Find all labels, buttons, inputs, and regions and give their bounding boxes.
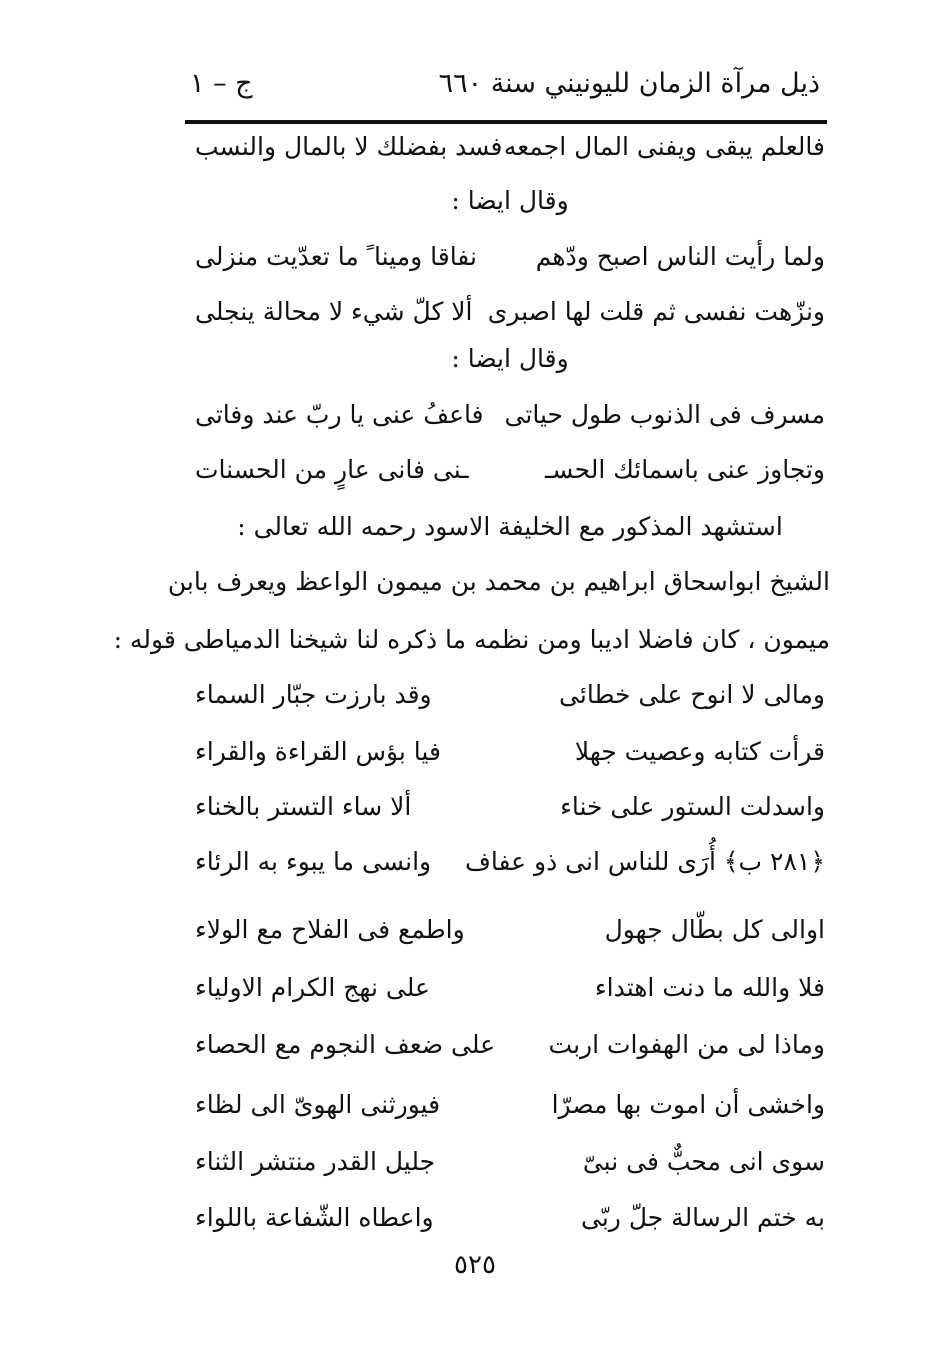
verse-second-hemistich: فيا بؤس القراءة والقراء <box>195 737 441 766</box>
verse-line <box>195 455 825 499</box>
verse-first-hemistich: به ختم الرسالة جلّ ربّى <box>581 1203 825 1232</box>
verse-line <box>195 792 825 836</box>
centered-heading-line: وقال ايضا : <box>451 186 569 215</box>
page-number: ٥٢٥ <box>454 1250 496 1280</box>
centered-heading-line: استشهد المذكور مع الخليفة الاسود رحمه الله تعالى : <box>237 512 783 541</box>
verse-first-hemistich: ولما رأيت الناس اصبح ودّهم <box>535 242 825 271</box>
verse-first-hemistich: ونزّهت نفسى ثم قلت لها اصبرى <box>487 297 825 326</box>
verse-line <box>195 132 825 176</box>
verse-second-hemistich: فاعفُ عنى يا ربّ عند وفاتى <box>195 400 484 429</box>
centered-heading-line: وقال ايضا : <box>451 344 569 373</box>
verse-second-hemistich: ألا ساء التستر بالخناء <box>195 792 412 821</box>
verse-first-hemistich: واسدلت الستور على خناء <box>560 792 825 821</box>
verse-first-hemistich: فلا والله ما دنت اهتداء <box>594 973 825 1002</box>
verse-second-hemistich: واعطاه الشّفاعة باللواء <box>195 1203 434 1232</box>
verse-second-hemistich: وقد بارزت جبّار السماء <box>195 680 432 709</box>
verse-first-hemistich: اوالى كل بطّال جهول <box>604 915 825 944</box>
verse-second-hemistich: على نهج الكرام الاولياء <box>195 973 430 1002</box>
verse-line <box>195 400 825 444</box>
verse-line <box>195 297 825 341</box>
verse-second-hemistich: وانسى ما يبوء به الرئاء <box>195 847 432 876</box>
verse-first-hemistich: قرأت كتابه وعصيت جهلا <box>574 737 825 766</box>
verse-second-hemistich: على ضعف النجوم مع الحصاء <box>195 1030 496 1059</box>
running-title: ذيل مرآة الزمان لليونيني سنة ٦٦٠ <box>438 68 820 99</box>
verse-first-hemistich: ومالى لا انوح على خطائى <box>559 680 825 709</box>
verse-line <box>195 847 825 891</box>
verse-second-hemistich: جليل القدر منتشر الثناء <box>195 1147 436 1176</box>
verse-line <box>195 1090 825 1134</box>
prose-line: ميمون ، كان فاضلا اديبا ومن نظمه ما ذكره لنا شيخنا الدمياطى قوله : <box>113 625 830 654</box>
verse-first-hemistich: وماذا لى من الهفوات اربت <box>548 1030 825 1059</box>
verse-line <box>195 680 825 724</box>
verse-second-hemistich: نفاقا ومينا ً ما تعدّيت منزلى <box>195 242 477 271</box>
verse-line <box>195 915 825 959</box>
verse-second-hemistich: فيورثنى الهوىّ الى لظاء <box>195 1090 441 1119</box>
verse-second-hemistich: واطمع فى الفلاح مع الولاء <box>195 915 465 944</box>
verse-second-hemistich: فسد بفضلك لا بالمال والنسب <box>195 132 503 161</box>
verse-line <box>195 973 825 1017</box>
volume-number: ج – ١ <box>190 68 253 99</box>
verse-first-hemistich: واخشى أن اموت بها مصرّا <box>551 1090 825 1119</box>
running-header <box>190 62 820 112</box>
verse-line <box>195 242 825 286</box>
verse-line <box>195 737 825 781</box>
verse-first-hemistich: فالعلم يبقى ويفنى المال اجمعه <box>503 132 825 161</box>
verse-line <box>195 1147 825 1191</box>
verse-first-hemistich: مسرف فى الذنوب طول حياتى <box>504 400 825 429</box>
verse-line <box>195 1203 825 1247</box>
verse-second-hemistich: ـنى فانى عارٍ من الحسنات <box>195 455 469 484</box>
verse-line <box>195 1030 825 1074</box>
prose-line: الشيخ ابواسحاق ابراهيم بن محمد بن ميمون الواعظ ويعرف بابن <box>167 567 830 596</box>
header-rule <box>185 120 827 124</box>
verse-second-hemistich: ألا كلّ شيء لا محالة ينجلى <box>195 297 473 326</box>
verse-first-hemistich: سوى انى محبٌّ فى نبىّ <box>582 1147 825 1176</box>
verse-first-hemistich: ﴿٢٨١ ب﴾ أُرَى للناس انى ذو عفاف <box>464 847 825 876</box>
verse-first-hemistich: وتجاوز عنى باسمائك الحسـ <box>544 455 825 484</box>
